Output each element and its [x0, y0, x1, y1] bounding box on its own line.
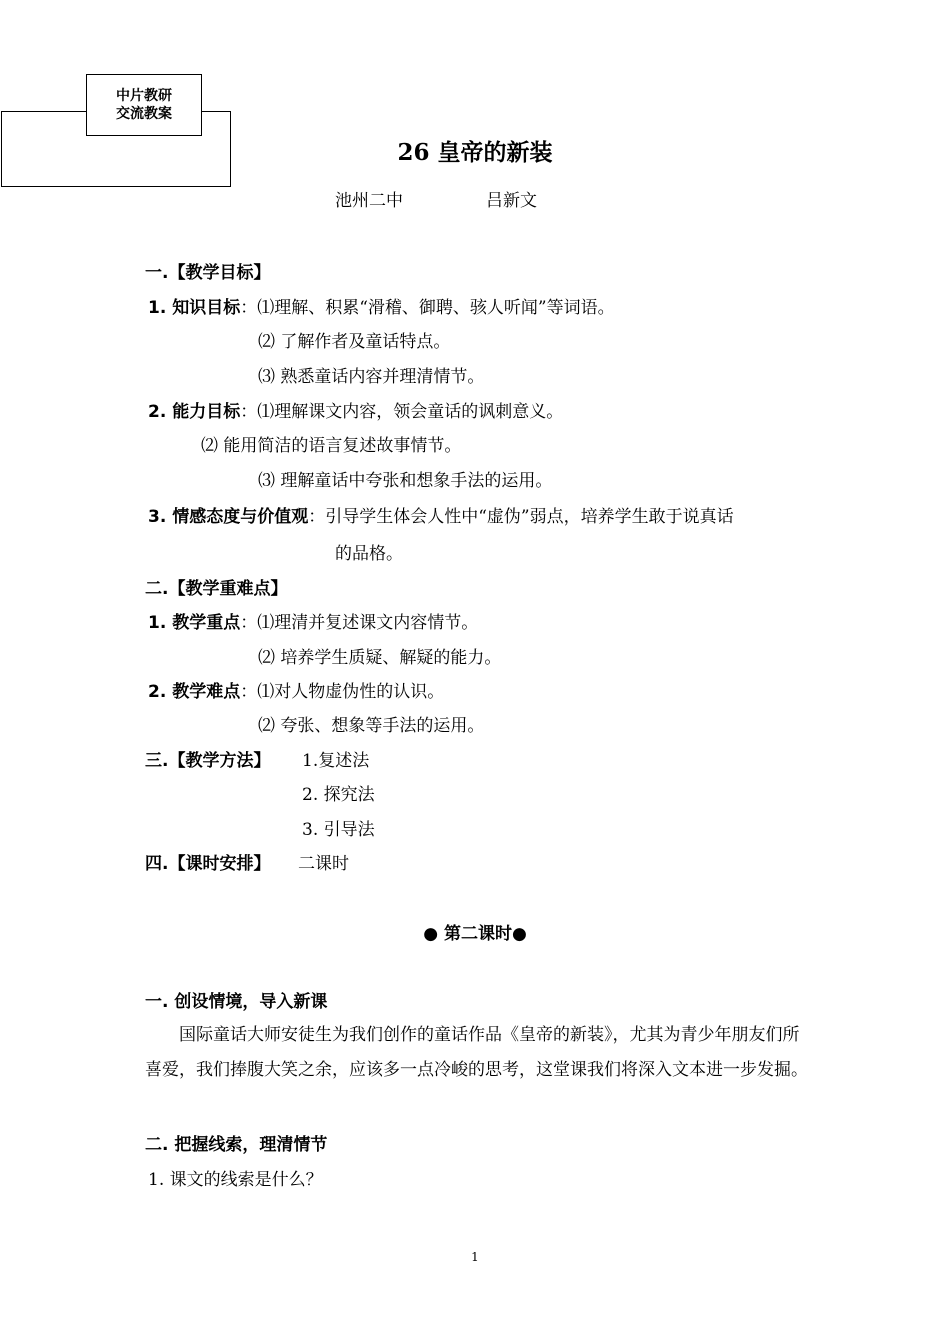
method-1: 1.复述法 [302, 751, 370, 771]
emotion-goal-label: 3. 情感态度与价值观 [148, 507, 309, 527]
section-1-heading: 一.【教学目标】 [145, 263, 271, 283]
difficulty-line [148, 681, 444, 703]
author-school: 池州二中 [335, 191, 403, 211]
section-3-heading: 三.【教学方法】 [145, 751, 271, 771]
method-3: 3. 引导法 [302, 820, 375, 840]
focus-1: ：⑴理清并复述课文内容情节。 [240, 613, 479, 633]
emotion-goal-2: 的品格。 [335, 544, 403, 564]
knowledge-goal-1: ：⑴理解、积累“滑稽、御聘、骇人听闻”等词语。 [240, 298, 615, 318]
focus-2: ⑵ 培养学生质疑、解疑的能力。 [258, 648, 502, 668]
knowledge-goal-2: ⑵ 了解作者及童话特点。 [258, 332, 451, 352]
section-4-value: 二课时 [298, 854, 349, 874]
emotion-goal-line [148, 506, 734, 528]
method-2: 2. 探究法 [302, 785, 375, 805]
section-4-heading: 四.【课时安排】 [145, 854, 271, 874]
focus-label: 1. 教学重点 [148, 613, 241, 633]
part-1-heading: 一. 创设情境，导入新课 [145, 992, 328, 1012]
difficulty-2: ⑵ 夸张、想象等手法的运用。 [258, 716, 485, 736]
ability-goal-3: ⑶ 理解童话中夸张和想象手法的运用。 [258, 471, 553, 491]
focus-line [148, 612, 478, 634]
ability-goal-1: ：⑴理解课文内容，领会童话的讽刺意义。 [240, 402, 564, 422]
section-2-heading: 二.【教学重难点】 [145, 579, 288, 599]
stamp-box [86, 74, 202, 136]
difficulty-1: ：⑴对人物虚伪性的认识。 [240, 682, 445, 702]
ability-goal-label: 2. 能力目标 [148, 402, 241, 422]
part-1-paragraph: 国际童话大师安徒生为我们创作的童话作品《皇帝的新装》，尤其为青少年朋友们所喜爱，我们捧腹大笑之余，应该多一点冷峻的思考，这堂课我们将深入文本进一步发掘。 [145, 1025, 808, 1080]
stamp-line-1: 中片教研 [116, 88, 172, 104]
ability-goal-line [148, 401, 563, 423]
document-title: 26 皇帝的新装 [397, 139, 553, 166]
ability-goal-2: ⑵ 能用简洁的语言复述故事情节。 [201, 436, 462, 456]
knowledge-goal-line [148, 297, 615, 319]
lesson-heading: ● 第二课时● [423, 924, 527, 944]
page-number: 1 [471, 1250, 479, 1264]
emotion-goal-1: ：引导学生体会人性中“虚伪”弱点，培养学生敢于说真话 [308, 507, 734, 527]
part-2-question-1: 1. 课文的线索是什么？ [148, 1170, 323, 1190]
difficulty-label: 2. 教学难点 [148, 682, 241, 702]
stamp-line-2: 交流教案 [116, 106, 172, 122]
knowledge-goal-3: ⑶ 熟悉童话内容并理清情节。 [258, 367, 485, 387]
knowledge-goal-label: 1. 知识目标 [148, 298, 241, 318]
part-2-heading: 二. 把握线索，理清情节 [145, 1135, 328, 1155]
author-name: 吕新文 [486, 191, 537, 211]
